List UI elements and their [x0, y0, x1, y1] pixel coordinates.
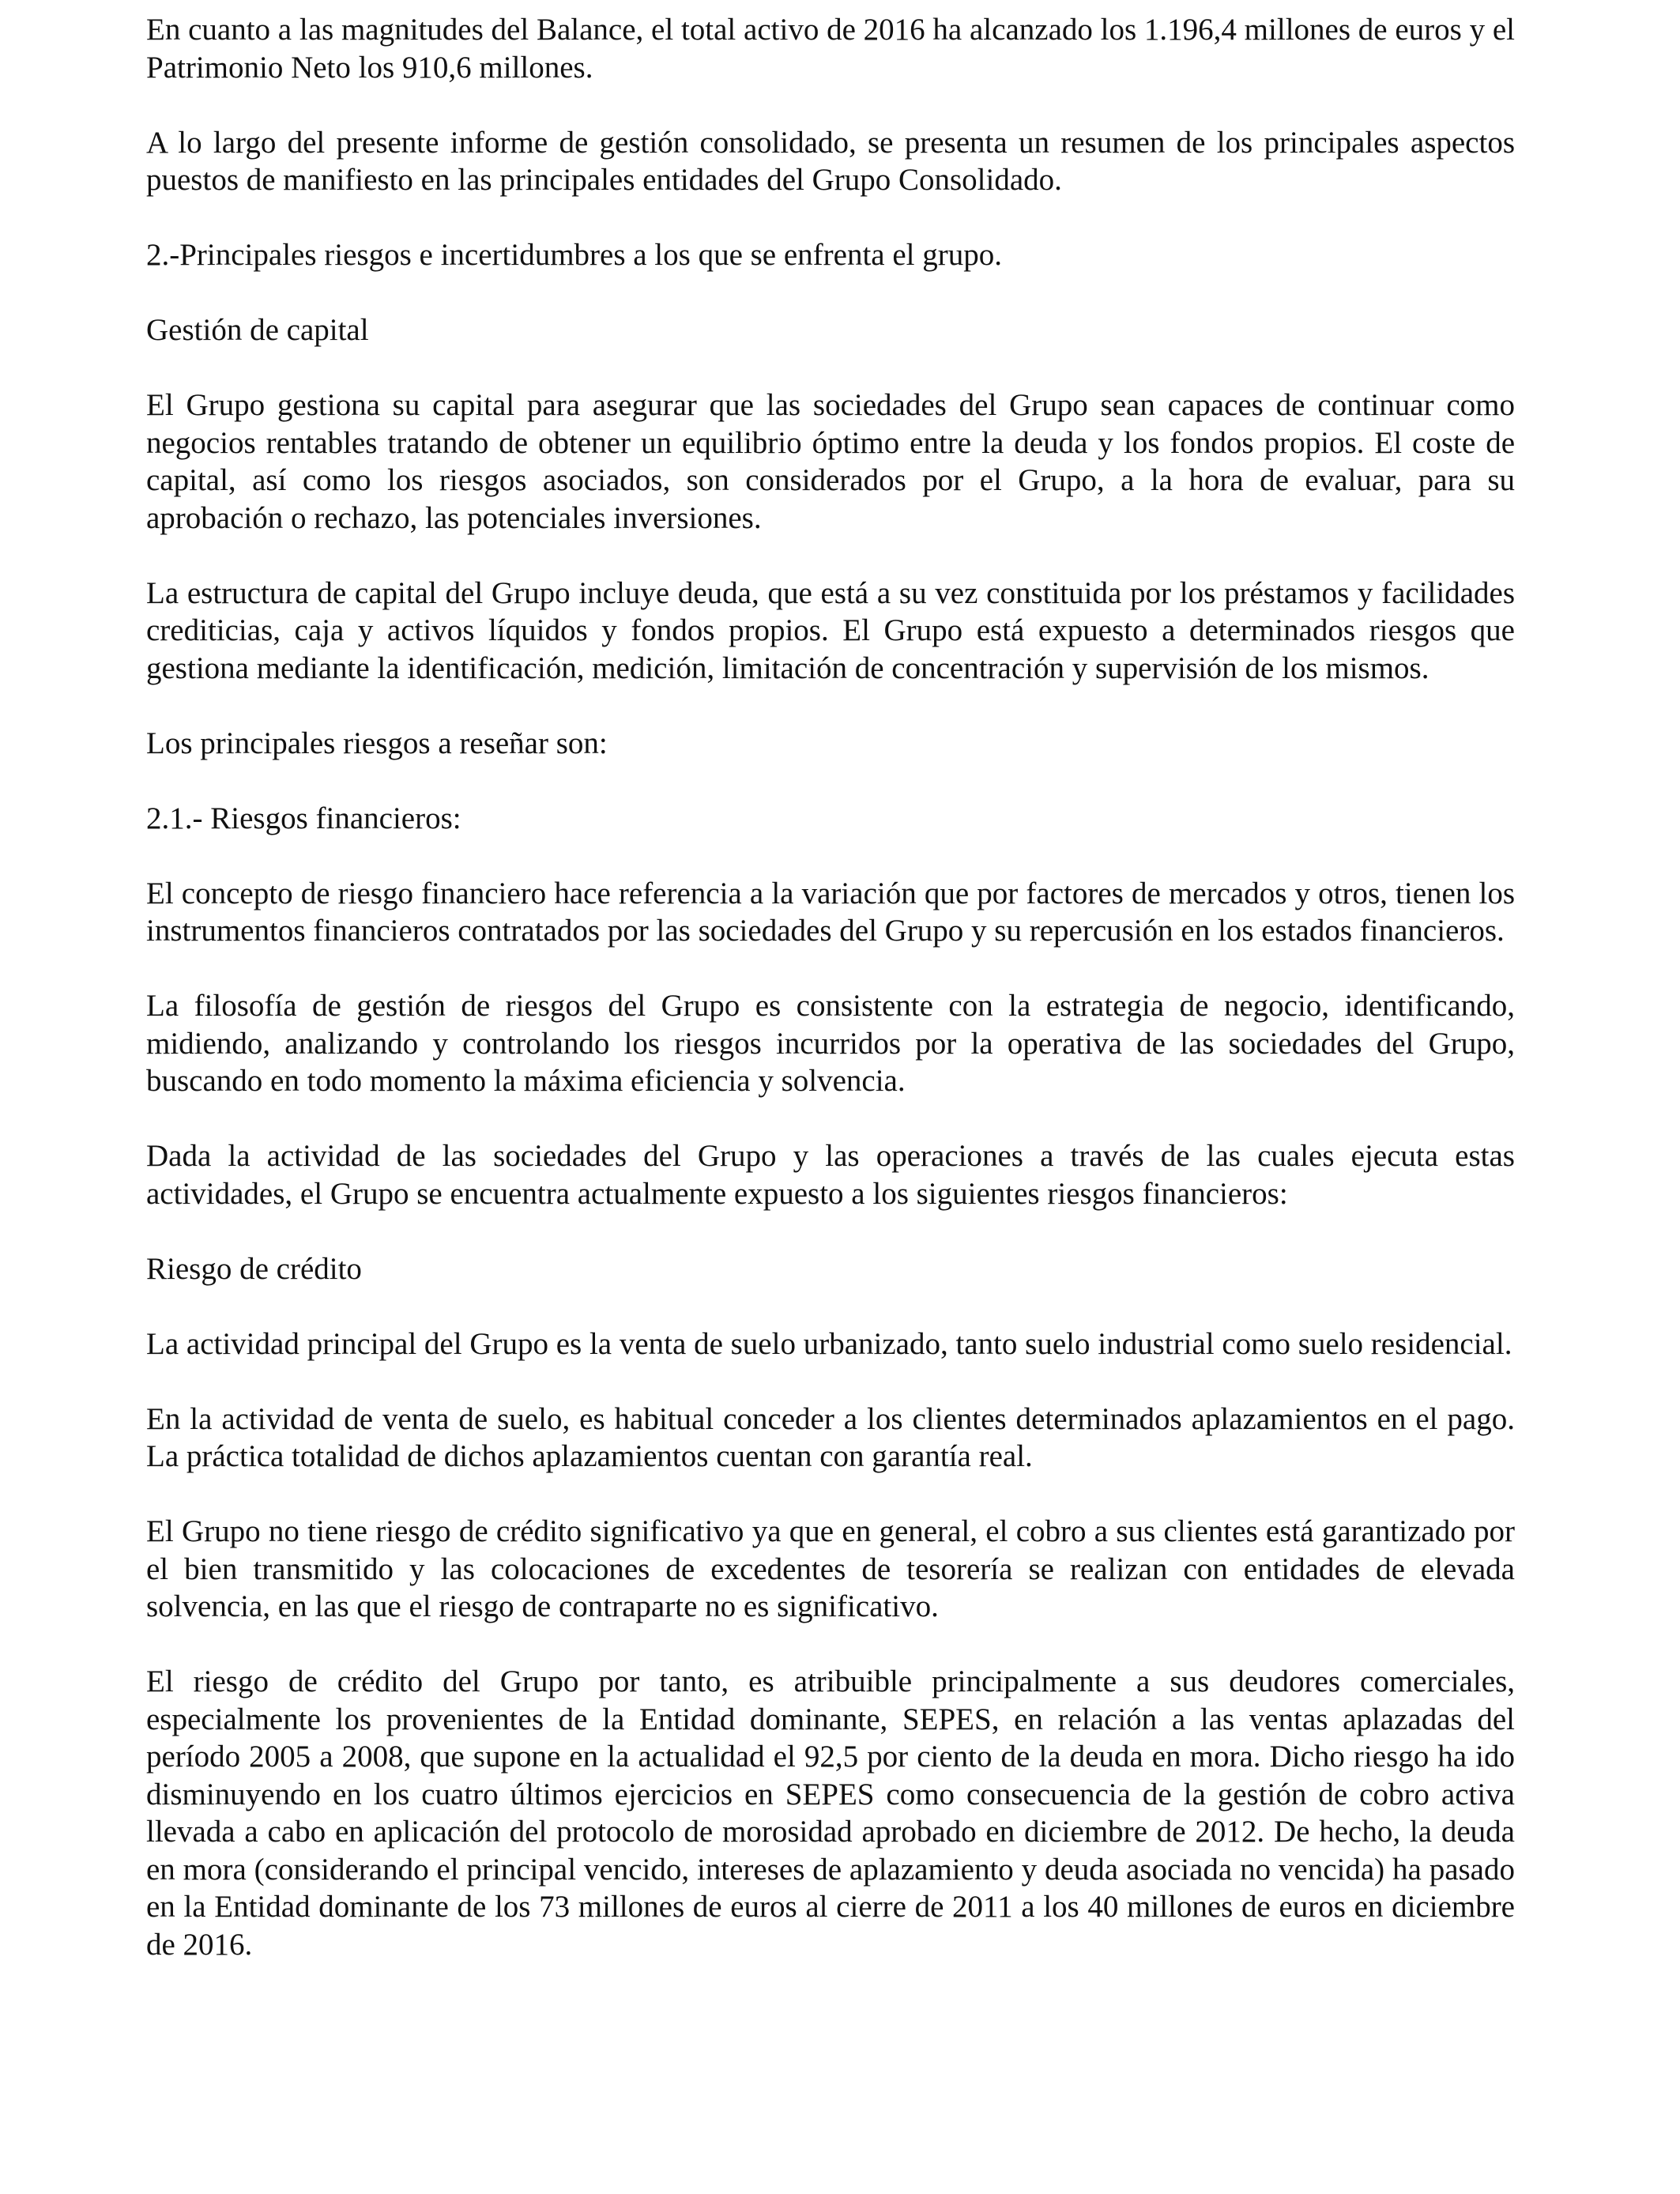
paragraph-principales-riesgos: Los principales riesgos a reseñar son: [146, 726, 608, 760]
paragraph-actividad-expuesto: Dada la actividad de las sociedades del Grupo y las operaciones a través de las cuales ejecuta estas actividades, el Grupo se encuentra actualmente expuesto a los siguientes riesgos financieros: [146, 1139, 1515, 1211]
paragraph-riesgo-atribuible: El riesgo de crédito del Grupo por tanto, es atribuible principalmente a sus deudores comerciales, especialmente los provenientes de la Entidad dominante, SEPES, en relación a las ventas aplazadas del período 2005 a 2008, que supone en la actualidad el 92,5 por ciento de la deuda en mora. Dicho riesgo ha ido disminuyendo en los cuatro últimos ejercicios en SEPES como consecuencia de la gestión de cobro activa llevada a cabo en aplicación del protocolo de morosidad aprobado en diciembre de 2012. De hecho, la deuda en mora (considerando el principal vencido, intereses de aplazamiento y deuda asociada no vencida) ha pasado en la Entidad dominante de los 73 millones de euros al cierre de 2011 a los 40 millones de euros en diciembre de 2016. [146, 1664, 1515, 1962]
paragraph-no-riesgo: El Grupo no tiene riesgo de crédito significativo ya que en general, el cobro a sus clientes está garantizado por el bien transmitido y las colocaciones de excedentes de tesorería se realizan con entidades de elevada solvencia, en las que el riesgo de contraparte no es significativo. [146, 1514, 1515, 1623]
section-heading-riesgos: 2.-Principales riesgos e incertidumbres a los que se enfrenta el grupo. [146, 238, 1002, 272]
paragraph-resumen: A lo largo del presente informe de gestión consolidado, se presenta un resumen de los principales aspectos puestos de manifiesto en las principales entidades del Grupo Consolidado. [146, 125, 1515, 197]
paragraph-actividad-principal: La actividad principal del Grupo es la venta de suelo urbanizado, tanto suelo industrial como suelo residencial. [146, 1326, 1512, 1361]
subheading-riesgo-credito: Riesgo de crédito [146, 1251, 362, 1286]
paragraph-estructura-capital: La estructura de capital del Grupo incluye deuda, que está a su vez constituida por los préstamos y facilidades crediticias, caja y activos líquidos y fondos propios. El Grupo está expuesto a determinados riesgos que gestiona mediante la identificación, medición, limitación de concentración y supervisión de los mismos. [146, 575, 1515, 685]
paragraph-balance: En cuanto a las magnitudes del Balance, el total activo de 2016 ha alcanzado los 1.196,4 millones de euros y el Patrimonio Neto los 910,6 millones. [146, 13, 1515, 85]
document-page [146, 11, 1515, 1963]
section-heading-financieros: 2.1.- Riesgos financieros: [146, 801, 461, 835]
paragraph-concepto-riesgo: El concepto de riesgo financiero hace referencia a la variación que por factores de mercados y otros, tienen los instrumentos financieros contratados por las sociedades del Grupo y su repercusión en los estados financieros. [146, 876, 1515, 948]
subheading-gestion-capital: Gestión de capital [146, 313, 369, 347]
paragraph-capital-gestion: El Grupo gestiona su capital para asegurar que las sociedades del Grupo sean capaces de continuar como negocios rentables tratando de obtener un equilibrio óptimo entre la deuda y los fondos propios. El coste de capital, así como los riesgos asociados, son considerados por el Grupo, a la hora de evaluar, para su aprobación o rechazo, las potenciales inversiones. [146, 388, 1515, 535]
paragraph-filosofia: La filosofía de gestión de riesgos del Grupo es consistente con la estrategia de negocio, identificando, midiendo, analizando y controlando los riesgos incurridos por la operativa de las sociedades del Grupo, buscando en todo momento la máxima eficiencia y solvencia. [146, 989, 1515, 1098]
paragraph-venta-suelo: En la actividad de venta de suelo, es habitual conceder a los clientes determinados aplazamientos en el pago. La práctica totalidad de dichos aplazamientos cuentan con garantía real. [146, 1401, 1515, 1473]
